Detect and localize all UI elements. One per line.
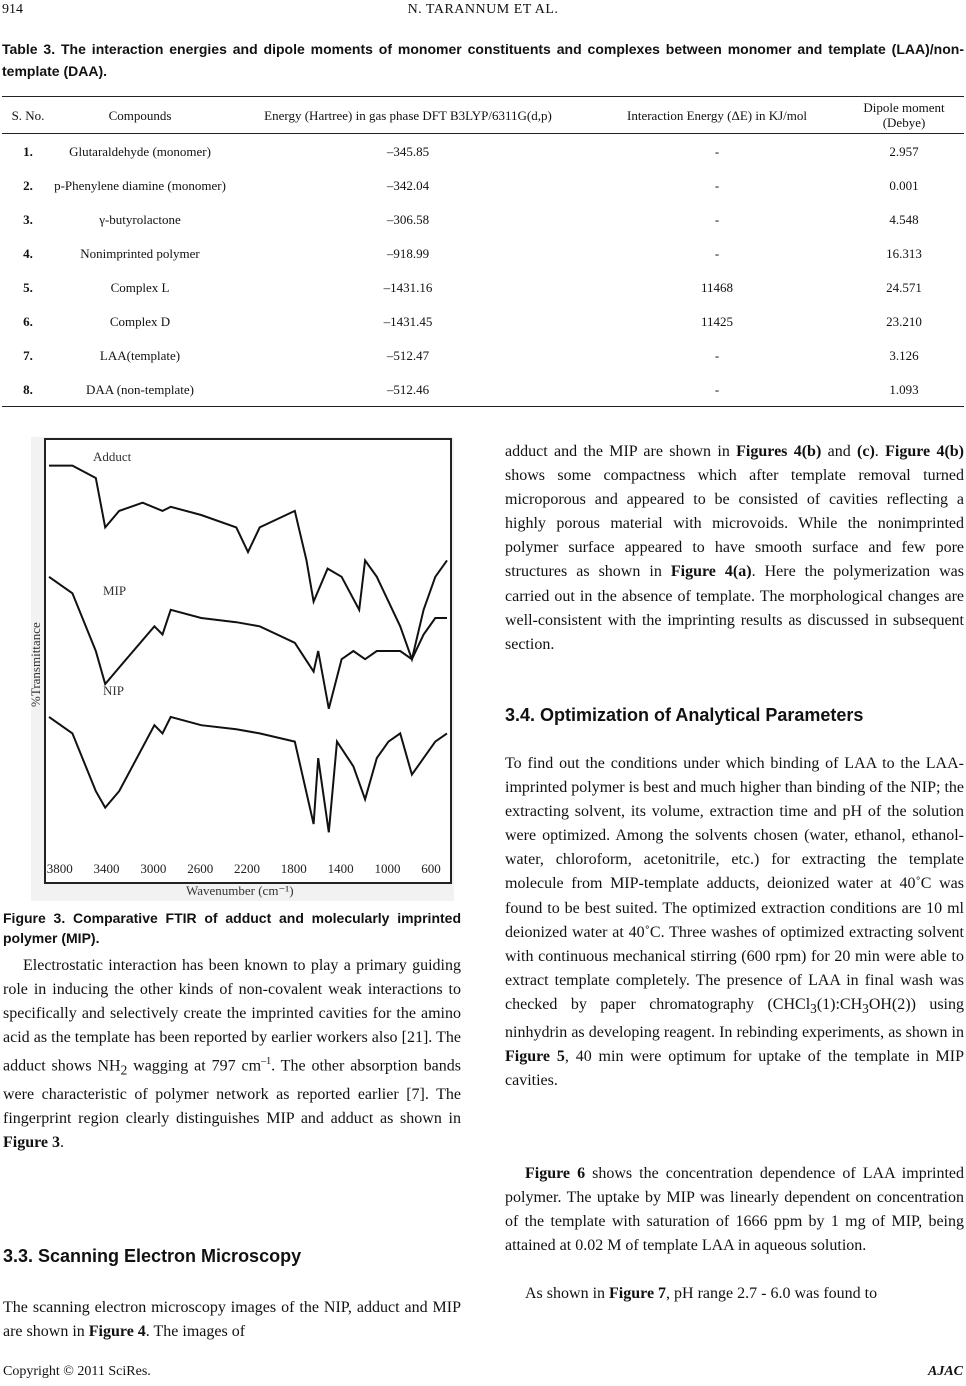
text: . [60, 1134, 65, 1152]
table-row [2, 168, 964, 202]
text: . [874, 443, 886, 460]
text: shows some compactness which after template removal turned microporous and appeared to be consisted of cavities reflecting a highly porous material with microvoids. While the nonimprinted polymer surface appeared to have smooth surface and few pore structures as shown in [505, 467, 964, 581]
table-header-row [2, 97, 964, 134]
col-header: Interaction Energy (ΔE) in KJ/mol [590, 97, 844, 134]
cell-ie: 11425 [700, 313, 734, 329]
x-tick-label: 1000 [374, 861, 401, 876]
col-header: S. No. [2, 97, 54, 134]
curve-label-mip: MIP [103, 583, 127, 598]
cell-energy: –342.04 [386, 177, 430, 193]
cell-no: 3. [23, 211, 33, 227]
figure-ref: Figure 4(b) [885, 443, 965, 460]
cell-dipole: 23.210 [886, 313, 922, 329]
curve-label-nip: NIP [103, 683, 124, 698]
section-heading-3-4: 3.4. Optimization of Analytical Parameters [505, 705, 864, 725]
cell-energy: –512.46 [226, 372, 590, 407]
text: shows the concentration dependence of LAA imprinted polymer. The uptake by MIP was linearly dependent on concentration of the template with saturation of 1666 ppm by 1 mg of MIP, being attained at 0.02 M of template LAA in aqueous solution. [505, 1165, 965, 1255]
figure-ref: Figure 3 [3, 1134, 61, 1152]
cell-energy: –306.58 [386, 211, 430, 227]
y-axis-label: %Transmittance [28, 622, 43, 707]
cell-no: 8. [2, 372, 54, 407]
data-table [2, 96, 964, 407]
journal-abbrev: AJAC [927, 1364, 963, 1379]
text: OH(2)) using ninhydrin as developing reagent. In rebinding experiments, as shown in [505, 995, 964, 1042]
cell-energy: –1431.45 [383, 313, 433, 329]
x-tick-label: 1400 [327, 861, 354, 876]
cell-ie: - [714, 347, 720, 363]
table-row [2, 304, 964, 338]
cell-ie: - [590, 372, 844, 407]
running-head: N. TARANNUM ET AL. [407, 2, 559, 17]
section-heading-3-3: 3.3. Scanning Electron Microscopy [3, 1246, 302, 1266]
cell-ie: 11468 [700, 279, 734, 295]
cell-compound: Complex D [109, 313, 171, 329]
subscript: 2 [120, 1062, 128, 1078]
figure-ref: Figure 6 [525, 1165, 586, 1182]
text: . Here the polymerization was carried out in the absence of template. The morphological changes are well-consistent with the imprinting results as discussed in subsequent section. [505, 563, 965, 653]
ftir-figure [28, 437, 454, 901]
x-tick-label: 1800 [280, 861, 307, 876]
curve-label-adduct: Adduct [93, 449, 132, 464]
subscript: 3 [810, 1001, 817, 1017]
table-row [2, 372, 964, 407]
text: To find out the conditions under which binding of LAA to the LAA-imprinted polymer is best and much higher than binding of the NIP; the extracting solvent, its volume, extraction time and pH of the solution were optimized. Among the solvents chosen (water, ethanol, ethanol-water, chloroform, acetonitrile, etc.) for extracting the template molecule from MIP-template adducts, deionized water at 40˚C was found to be best suited. The optimized extraction conditions are 10 ml deionized water at 40˚C. Three washes of optimized extracting solvent with continuous mechanical stirring (600 rpm) for 20 min were able to extract template completely. The presence of LAA in final wash was checked by paper chromatography (CHCl [505, 755, 964, 1013]
left-paragraph-1 [3, 954, 461, 1155]
cell-compound: Glutaraldehyde (monomer) [69, 143, 211, 159]
text: Electrostatic interaction has been known to play a primary guiding role in inducing the other kinds of non-covalent weak interactions to specifically and selectively create the imprinted cavities for the amino acid as the template has been reported by earlier workers also [21]. The adduct shows NH [3, 957, 461, 1075]
right-paragraph-0 [505, 440, 964, 657]
table-row [2, 236, 964, 270]
figure-ref: Figure 5 [505, 1048, 565, 1066]
cell-energy: –512.47 [386, 347, 430, 363]
right-paragraph-3 [505, 1282, 964, 1306]
figure-ref: Figures 4(b) [736, 443, 822, 460]
cell-energy: –1431.16 [383, 279, 433, 295]
cell-compound: Nonimprinted polymer [80, 245, 200, 261]
subscript: 3 [862, 1001, 869, 1017]
ftir-chart [28, 437, 454, 901]
x-tick-label: 2600 [187, 861, 214, 876]
figure-ref: Figure 7 [609, 1285, 667, 1302]
col-header: Compounds [54, 97, 226, 134]
left-paragraph-2 [3, 1296, 461, 1344]
text: wagging at 797 cm [127, 1057, 262, 1075]
cell-compound: γ-butyrolactone [99, 211, 181, 227]
text: , pH range 2.7 - 6.0 was found to [666, 1285, 878, 1302]
figure-ref: Figure 4 [88, 1323, 146, 1341]
text: . The other absorption bands were characteristic of polymer network as reported earlier [7]. The fingerprint region clearly distinguishes MIP and adduct as shown in [3, 1057, 462, 1128]
cell-compound: LAA(template) [99, 347, 181, 363]
cell-dipole: 2.957 [889, 143, 919, 159]
cell-no: 4. [23, 245, 33, 261]
figure-caption: Figure 3. Comparative FTIR of adduct and molecularly imprinted polymer (MIP). [3, 910, 461, 946]
text: adduct and the MIP are shown in [505, 443, 737, 460]
text: and [821, 443, 858, 460]
table-row [2, 270, 964, 304]
text: . The images of [145, 1323, 246, 1341]
table-row [2, 202, 964, 236]
cell-no: 7. [23, 347, 33, 363]
col-header: Energy (Hartree) in gas phase DFT B3LYP/6311G(d,p) [226, 97, 590, 134]
superscript: –1 [261, 1056, 272, 1068]
page-number: 914 [2, 2, 23, 17]
cell-no: 5. [23, 279, 33, 295]
cell-no: 6. [23, 313, 33, 329]
figure-ref: (c) [857, 443, 875, 460]
cell-compound: Complex L [110, 279, 170, 295]
figure-ref: Figure 4(a) [670, 563, 752, 581]
cell-no: 2. [23, 177, 33, 193]
cell-dipole: 3.126 [889, 347, 919, 363]
cell-compound: p-Phenylene diamine (monomer) [54, 177, 226, 193]
cell-dipole: 16.313 [886, 245, 922, 261]
text: (1):CH [816, 995, 863, 1013]
table-row [2, 338, 964, 372]
text: As shown in [525, 1285, 610, 1302]
col-header: Dipole moment (Debye) [844, 97, 964, 134]
x-tick-label: 3400 [93, 861, 120, 876]
x-axis-label: Wavenumber (cm⁻¹) [186, 883, 294, 898]
cell-ie: - [714, 245, 720, 261]
x-tick-label: 3000 [140, 861, 167, 876]
x-tick-label: 600 [421, 861, 441, 876]
cell-dipole: 1.093 [844, 372, 964, 407]
copyright: Copyright © 2011 SciRes. [3, 1364, 151, 1379]
text: The scanning electron microscopy images of the NIP, adduct and MIP are shown in [3, 1299, 461, 1341]
right-paragraph-2 [505, 1162, 964, 1258]
text: , 40 min were optimum for uptake of the template in MIP cavities. [505, 1048, 965, 1090]
plot-frame [45, 439, 451, 883]
cell-compound: DAA (non-template) [54, 372, 226, 407]
right-paragraph-1 [505, 752, 964, 1094]
cell-dipole: 24.571 [886, 279, 922, 295]
cell-dipole: 0.001 [889, 177, 919, 193]
cell-energy: –345.85 [386, 143, 430, 159]
x-tick-label: 2200 [234, 861, 260, 876]
cell-ie: - [714, 177, 720, 193]
cell-ie: - [714, 211, 720, 227]
cell-ie: - [714, 143, 720, 159]
table-row [2, 134, 964, 169]
cell-dipole: 4.548 [889, 211, 919, 227]
x-tick-label: 3800 [46, 861, 73, 876]
table-caption: Table 3. The interaction energies and dipole moments of monomer constituents and complexes between monomer and template (LAA)/non-template (DAA). [2, 41, 964, 79]
cell-no: 1. [23, 143, 33, 159]
cell-energy: –918.99 [386, 245, 430, 261]
